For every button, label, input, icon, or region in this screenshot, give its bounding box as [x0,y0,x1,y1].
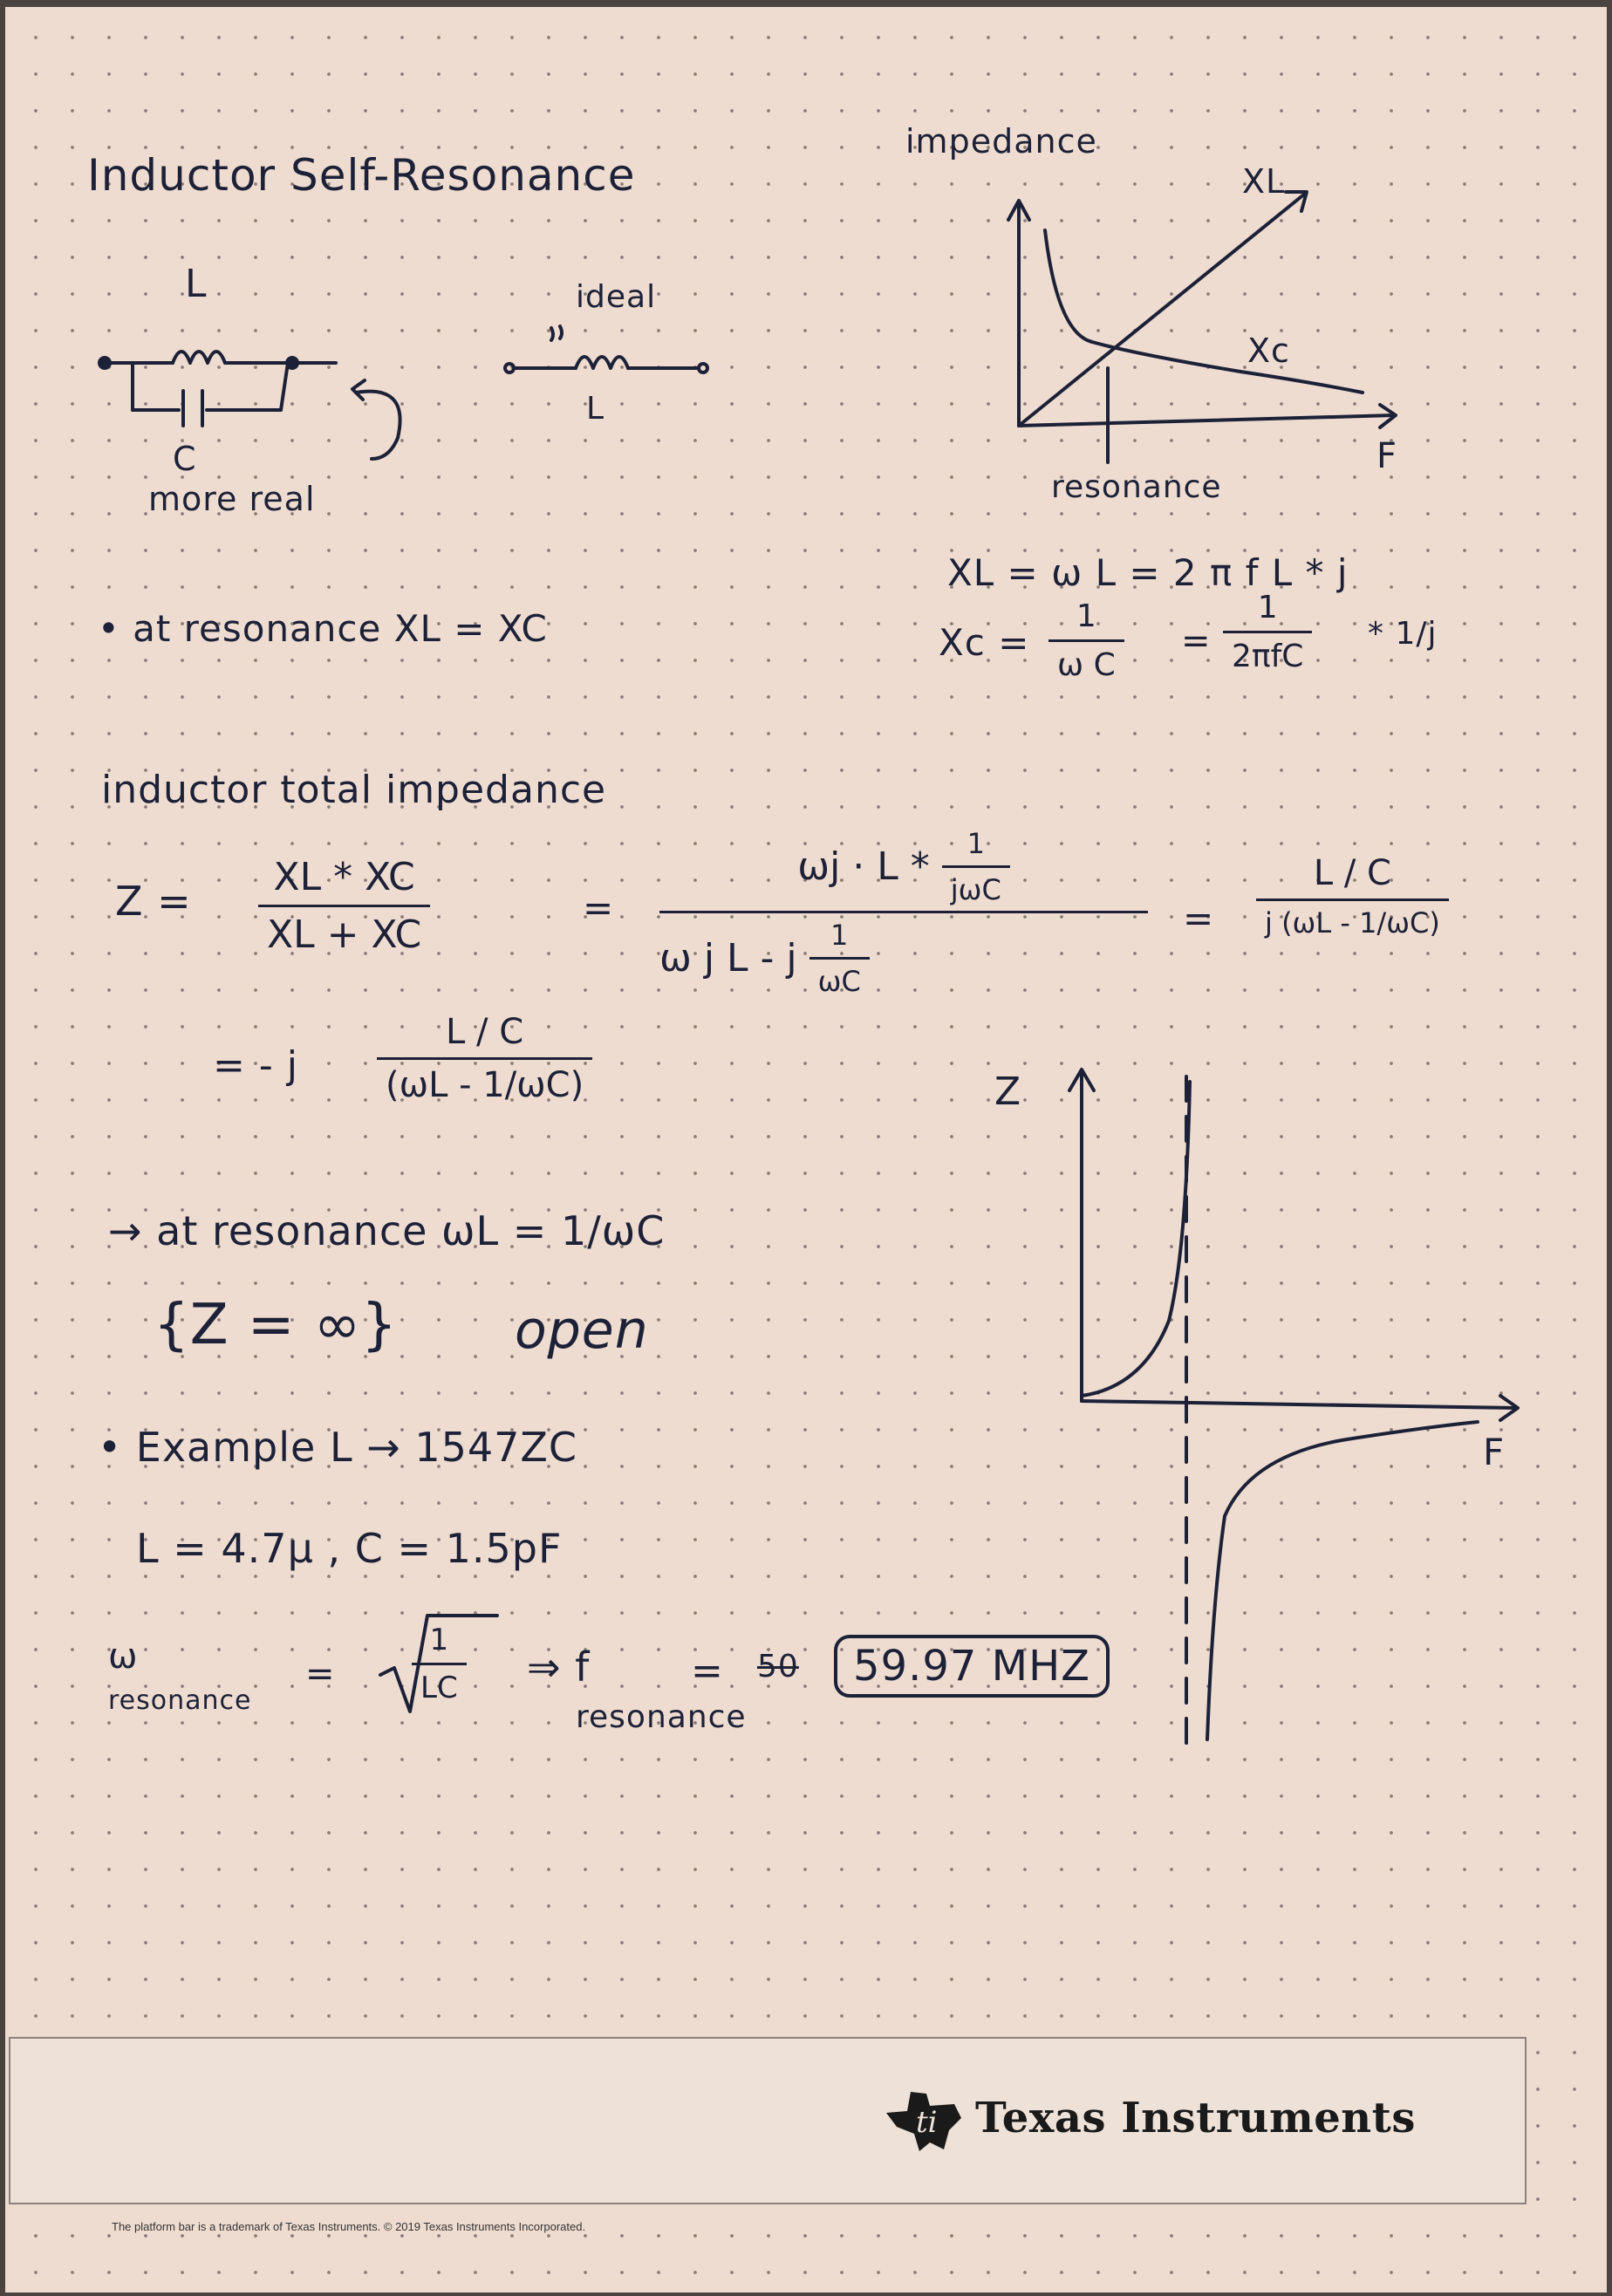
struck-value: 50 [757,1649,799,1684]
z-fraction-4: L / C (ωL - 1/ωC) [377,1012,592,1105]
real-circuit-label-L: L [185,262,208,306]
z-infinite: {Z = ∞} [154,1293,398,1357]
svg-text:ti: ti [916,2105,938,2140]
omega-subscript: resonance [108,1685,252,1716]
page-title: Inductor Self-Resonance [87,150,636,201]
texas-instruments-logo [881,2087,968,2156]
z-fraction-3: L / C j (ωL - 1/ωC) [1256,853,1449,940]
f-subscript: resonance [576,1699,747,1735]
z-fraction-1: XL * XC XL + XC [258,855,430,957]
sqrt-fraction: 1 LC [412,1623,467,1705]
resonance-answer-box: 59.97 MHZ [834,1635,1110,1698]
xc-fraction-2: 1 2πfC [1223,590,1312,674]
z-line2-lhs: = - j [213,1043,298,1088]
resonance-marker-label: resonance [1051,469,1222,505]
total-impedance-heading: inductor total impedance [101,768,607,812]
xl-formula: XL = ω L = 2 π f L * j [947,551,1349,594]
real-circuit-label-C: C [173,440,197,478]
xc-curve-label: Xc [1247,331,1290,370]
example-values: L = 4.7μ , C = 1.5pF [136,1525,563,1572]
at-resonance-note: • at resonance XL = XC [98,607,548,650]
resonance-condition: → at resonance ωL = 1/ωC [108,1207,666,1254]
z-graph-f-label: F [1483,1431,1506,1473]
ideal-circuit-caption: ideal [576,279,657,315]
xc-formula-tail: * 1/j [1368,616,1438,652]
texas-instruments-wordmark: Texas Instruments [975,2094,1416,2142]
xc-fraction-1: 1 ω C [1048,598,1124,683]
omega-label: ω [108,1637,139,1677]
z-frac2-num-a: ωj · L * [797,844,930,889]
real-circuit-caption: more real [148,480,316,518]
legal-notice: The platform bar is a trademark of Texas Instruments. © 2019 Texas Instruments Incorporated. [112,2220,586,2233]
z-lhs: Z = [115,878,192,925]
z-axis-label: Z [994,1069,1022,1114]
impedance-axis-label: impedance [905,122,1097,161]
z-equals-1: = [583,886,615,929]
frequency-axis-label: F [1376,436,1398,476]
omega-equals: = [305,1654,336,1694]
xl-curve-label: XL [1242,162,1286,201]
example-heading: • Example L → 1547ZC [98,1424,578,1471]
implies-f: ⇒ f [527,1643,591,1691]
z-equals-2: = [1183,897,1215,940]
xc-formula-lhs: Xc = [939,621,1030,664]
ideal-circuit-label-L: L [586,391,605,427]
z-frac2-den-a: ω j L - j [659,935,797,981]
f-equals: = [691,1649,724,1693]
z-fraction-2: ωj · L * $\frac{1}{\text{jωC}}$ ω j L - j $\frac{1}{\omega C}$ [659,827,1148,997]
xc-formula-equals: = [1181,621,1212,661]
open-word: open [515,1300,649,1361]
